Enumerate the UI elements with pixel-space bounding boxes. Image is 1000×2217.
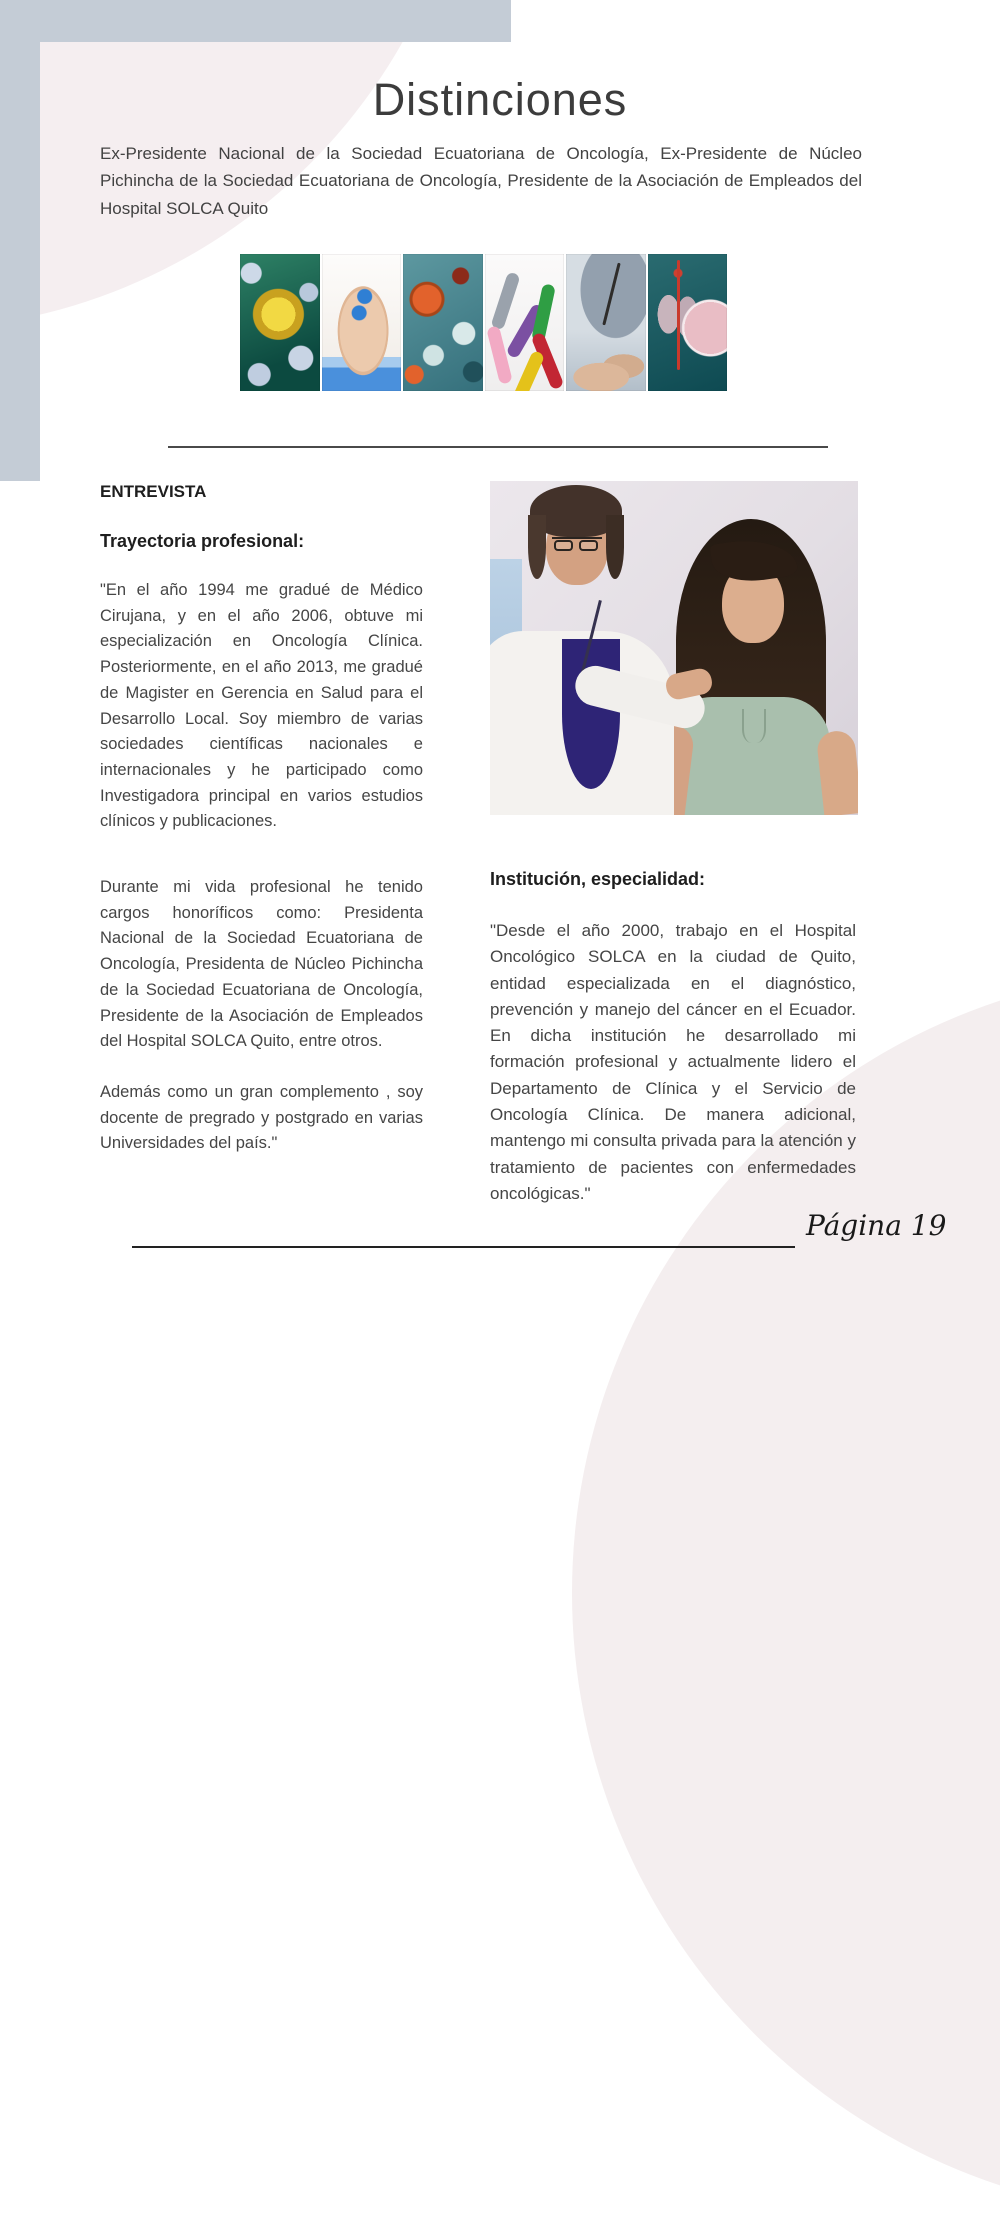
right-paragraph-1: "Desde el año 2000, trabajo en el Hospital Oncológico SOLCA en la ciudad de Quito, entidad especializada en el diagnóstico, prevención y manejo del cáncer en el Ecuador. En dicha institución he desarrollado mi formación profesional y actualmente lidero el Departamento de Clínica y el Servicio de Oncología Clínica. De manera adicional, mantengo mi consulta privada para la atención y tratamiento de pacientes con enfermedades oncológicas." — [490, 921, 856, 1203]
glasses-lens-right — [579, 540, 598, 551]
decorative-bar-left — [0, 0, 40, 481]
gallery-photo-cancer-cell — [240, 254, 320, 391]
doctor-hair-right — [606, 515, 624, 579]
doctor-glasses-icon — [552, 537, 602, 550]
footer-rule-line — [132, 1246, 795, 1248]
interview-right-column — [490, 868, 856, 1207]
doctor-hair-left — [528, 515, 546, 579]
gallery-photo-cells — [403, 254, 483, 391]
interview-photo-doctor-patient — [490, 481, 858, 815]
page-title: Distinciones — [372, 74, 628, 125]
ribbon-pink — [486, 325, 513, 384]
left-paragraph-1: "En el año 1994 me gradué de Médico Cirujana, y en el año 2006, obtuve mi especialización en Oncología Clínica. Posteriormente, en el año 2013, me gradué de Magister en Gerencia en Salud para el Desarrollo Local. Soy miembro de varias sociedades científicas nacionales e internacionales y he participado como Investigadora principal en varios estudios clínicos y publicaciones. — [100, 581, 423, 831]
gallery-photo-hand-samples — [322, 254, 402, 391]
gallery-strip — [240, 254, 727, 391]
section-divider-line — [168, 446, 828, 448]
patient-top-lace — [742, 709, 766, 743]
right-column-heading: Institución, especialidad: — [490, 869, 706, 889]
gallery-photo-ribbons — [485, 254, 565, 391]
vessel-line — [677, 260, 680, 370]
left-column-heading: Trayectoria profesional: — [100, 531, 305, 551]
gallery-photo-lungs — [648, 254, 728, 391]
section-label: ENTREVISTA — [100, 482, 207, 501]
stethoscope-icon — [602, 263, 620, 326]
glasses-lens-left — [554, 540, 573, 551]
left-paragraph-2: Durante mi vida profesional he tenido cargos honoríficos como: Presidenta Nacional de la Sociedad Ecuatoriana de Oncología, Presidenta de Núcleo Pichincha de la Sociedad Ecuatoriana de Oncología, Presidente de la Asociación de Empleados del Hospital SOLCA Quito, entre otros. — [100, 878, 423, 1051]
decorative-bar-top — [0, 0, 511, 42]
intro-paragraph: Ex-Presidente Nacional de la Sociedad Ecuatoriana de Oncología, Ex-Presidente de Núcleo Pichincha de la Sociedad Ecuatoriana de Oncología, Presidente de la Asociación de Empleados del Hospital SOLCA Quito — [100, 144, 862, 218]
left-paragraph-3: Además como un gran complemento , soy docente de pregrado y postgrado en varias Universidades del país." — [100, 1082, 423, 1153]
page-number: Página 19 — [806, 1209, 947, 1242]
ribbon-gray — [490, 271, 520, 330]
gallery-photo-doctor — [566, 254, 646, 391]
doctor-blouse — [562, 639, 620, 789]
interview-left-column — [100, 482, 423, 1157]
patient-right-arm — [816, 729, 858, 815]
